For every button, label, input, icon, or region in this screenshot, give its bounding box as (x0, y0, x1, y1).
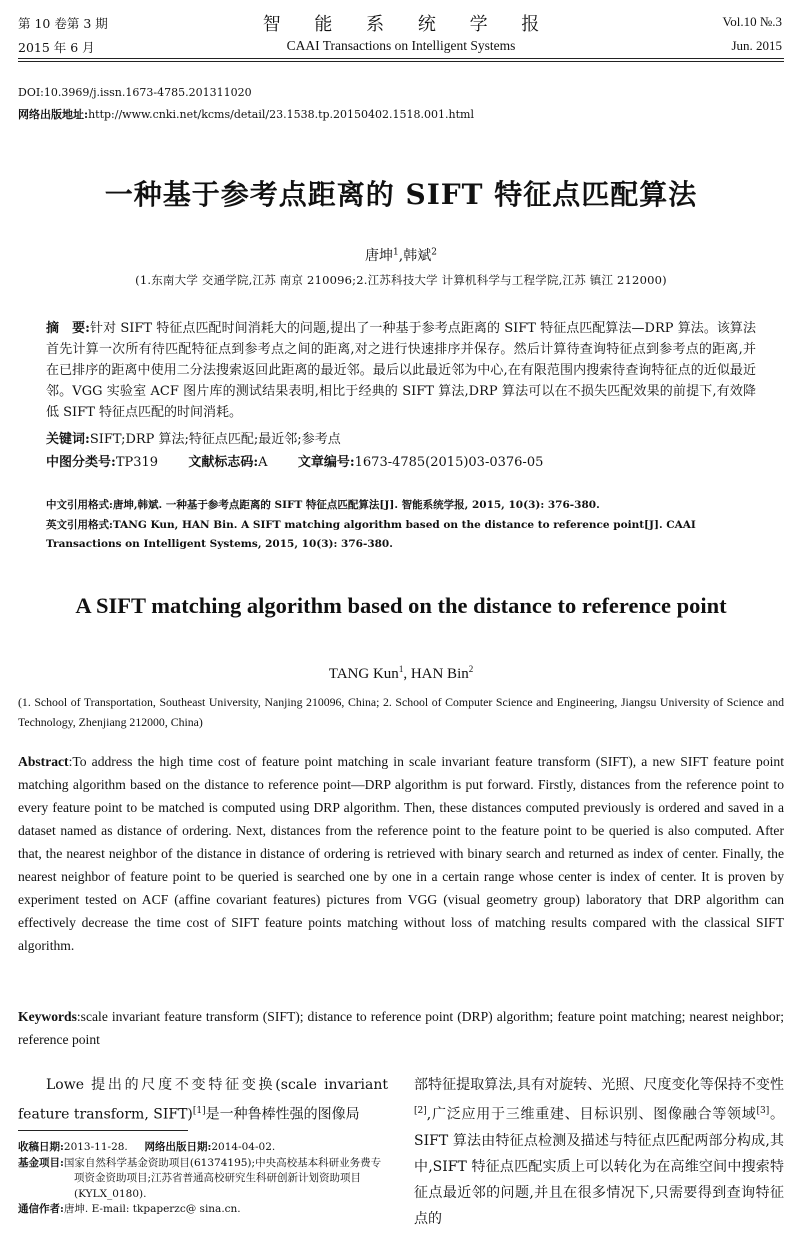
affiliation-cn: (1.东南大学 交通学院,江苏 南京 210096;2.江苏科技大学 计算机科学与工程学院,江苏 镇江 212000) (135, 273, 667, 287)
fund-label: 基金项目: (18, 1156, 64, 1169)
online-url[interactable]: http://www.cnki.net/kcms/detail/23.1538.tp.20150402.1518.001.html (88, 108, 474, 121)
footnote-dates (18, 1140, 390, 1156)
author-sep: , (398, 248, 404, 264)
doi-value: 10.3969/j.issn.1673-4785.201311020 (43, 86, 252, 99)
abstract-en (18, 750, 784, 957)
corresponding-label: 通信作者: (18, 1203, 64, 1215)
journal-name-en: CAAI Transactions on Intelligent Systems (286, 38, 516, 53)
journal-volume: 第 10 卷第 3 期 (18, 16, 108, 31)
footnote-fund (18, 1156, 390, 1203)
intro-right-text-2: ,广泛应用于三维重建、目标识别、图像融合等领域 (426, 1106, 757, 1123)
header-rule-2 (18, 61, 784, 62)
keywords-cn-text: SIFT;DRP 算法;特征点匹配;最近邻;参考点 (89, 432, 341, 447)
article-number-value: 1673-4785(2015)03-0376-05 (354, 455, 544, 470)
author-en-sep: , (403, 666, 411, 682)
author-1-en: TANG Kun (328, 666, 399, 682)
authors-en (0, 664, 802, 683)
online-url-label: 网络出版地址: (18, 108, 89, 121)
intro-right-text-1: 部特征提取算法,具有对旋转、光照、尺度变化等保持不变性 (414, 1077, 784, 1093)
doc-code-value: A (258, 455, 268, 470)
intro-left-paragraph (18, 1072, 388, 1128)
citation-en (46, 516, 762, 554)
journal-vol-en: Vol.10 №.3 (722, 14, 782, 29)
ref-1: [1] (192, 1106, 206, 1116)
doi-line (18, 86, 252, 99)
online-date: 2014-04-02. (211, 1141, 276, 1153)
author-1-sup: 1 (393, 247, 399, 258)
journal-date-en: Jun. 2015 (731, 38, 782, 53)
clc-value: TP319 (115, 455, 159, 470)
corresponding-text: 唐坤. E-mail: tkpaperzc@ sina.cn. (63, 1203, 241, 1215)
paper-title-cn: 一种基于参考点距离的 SIFT 特征点匹配算法 (104, 178, 698, 211)
keywords-en-text: :scale invariant feature transform (SIFT); distance to reference point (DRP) algorithm; feature point matching; nearest neighbor; reference point (18, 1009, 784, 1047)
footnotes (18, 1140, 390, 1218)
citation-cn-label: 中文引用格式: (46, 499, 113, 511)
author-1-en-sup: 1 (398, 664, 404, 674)
doc-code-label: 文献标志码: (188, 455, 259, 470)
intro-right-text-3: 。SIFT 算法由特征点检测及描述与特征点匹配两部分构成,其中,SIFT 特征点匹配实质上可以转化为在高维空间中搜索特征点最近邻的问题,并且在很多情况下,只需要得到查询特征点的 (414, 1106, 785, 1227)
article-number-label: 文章编号: (297, 455, 355, 470)
authors-cn (0, 245, 802, 265)
paper-title-en: A SIFT matching algorithm based on the distance to reference point (75, 593, 727, 618)
author-1-cn: 唐坤 (365, 248, 394, 264)
ref-2: [2] (414, 1106, 427, 1116)
classification-line (46, 452, 543, 473)
abstract-cn-label: 摘 要: (46, 321, 90, 336)
intro-left-text-b: 是一种鲁棒性强的图像局 (205, 1106, 360, 1123)
citation-en-text: TANG Kun, HAN Bin. A SIFT matching algorithm based on the distance to reference point[J]. CAAI Transactions on Intelligent Systems, 2015, 10(3): 376-380. (46, 519, 696, 550)
keywords-en-label: Keywords (18, 1009, 77, 1024)
abstract-cn (46, 318, 756, 423)
intro-right-paragraph (414, 1072, 784, 1232)
author-2-en: HAN Bin (410, 666, 469, 682)
abstract-en-text: :To address the high time cost of feature point matching in scale invariant feature transform (SIFT), a new SIFT feature point matching algorithm based on the distance to reference point—DRP algorithm is put forward. Firstly, distances from the reference point to every feature point to be matched is computed using DRP algorithm. Then, these distances computed previously is ordered and saved in a dataset named as distance of ordering. Next, distances from the reference point to the feature point to be queried is also computed. After that, the nearest neighbor of the distance in distance of ordering is retrieved with binary search and returned as index of center. Finally, the nearest neighbor of feature point to be queried is searched one by one in a certain range whose center is index of center. It is proven by experiment tested on ACF (affine covariant features) pictures from VGG (visual geometry group) laboratory that DRP algorithm can effectively decrease the time cost of SIFT feature points matching without loss of matching results compared with the classical SIFT algorithm. (18, 754, 784, 953)
intro-left-text-a: Lowe 提出的尺度不变特征变换(scale invariant feature transform, SIFT) (18, 1077, 388, 1123)
author-2-sup: 2 (431, 247, 437, 258)
clc-label: 中图分类号: (46, 455, 116, 470)
footnote-corresponding (18, 1202, 390, 1218)
fund-text: 国家自然科学基金资助项目(61374195);中央高校基本科研业务费专项资金资助项目;江苏省普通高校研究生科研创新计划资助项目(KYLX_0180). (63, 1156, 382, 1200)
received-label: 收稿日期: (18, 1141, 64, 1153)
header-rule (18, 58, 784, 59)
journal-date: 2015 年 6 月 (18, 40, 95, 55)
keywords-cn-label: 关键词: (46, 432, 90, 447)
online-date-label: 网络出版日期: (144, 1141, 212, 1153)
footnote-rule (18, 1130, 188, 1131)
affiliation-en: (1. School of Transportation, Southeast University, Nanjing 210096, China; 2. School of Computer Science and Engineering, Jiangsu University of Science and Technology, Zhenjiang 212000, China) (18, 695, 784, 729)
keywords-cn (46, 429, 341, 450)
author-2-cn: 韩斌 (403, 248, 432, 264)
author-2-en-sup: 2 (468, 664, 474, 674)
citation-en-label: 英文引用格式: (46, 519, 113, 531)
ref-3: [3] (756, 1106, 770, 1116)
online-url-line (18, 106, 474, 122)
citation-cn (46, 496, 762, 515)
abstract-en-label: Abstract (18, 754, 69, 769)
received-date: 2013-11-28. (63, 1141, 128, 1153)
abstract-cn-text: 针对 SIFT 特征点匹配时间消耗大的问题,提出了一种基于参考点距离的 SIFT 特征点匹配算法—DRP 算法。该算法首先计算一次所有待匹配特征点到参考点之间的距离,对之进行快速排序并保存。然后计算待查询特征点到参考点的距离,并在已排序的距离中使用二分法搜索返回此距离的最近邻。最后以此最近邻为中心,在有限范围内搜索待查询特征点的近似最近邻。VGG 实验室 ACF 图片库的测试结果表明,相比于经典的 SIFT 算法,DRP 算法可以在不损失匹配效果的前提下,有效降低 SIFT 特征点匹配的时间消耗。 (46, 321, 756, 420)
doi-label: DOI: (18, 86, 44, 99)
journal-name-cn: 智 能 系 统 学 报 (262, 14, 554, 35)
citation-cn-text: 唐坤,韩斌. 一种基于参考点距离的 SIFT 特征点匹配算法[J]. 智能系统学报, 2015, 10(3): 376-380. (112, 499, 600, 511)
keywords-en (18, 1005, 784, 1051)
